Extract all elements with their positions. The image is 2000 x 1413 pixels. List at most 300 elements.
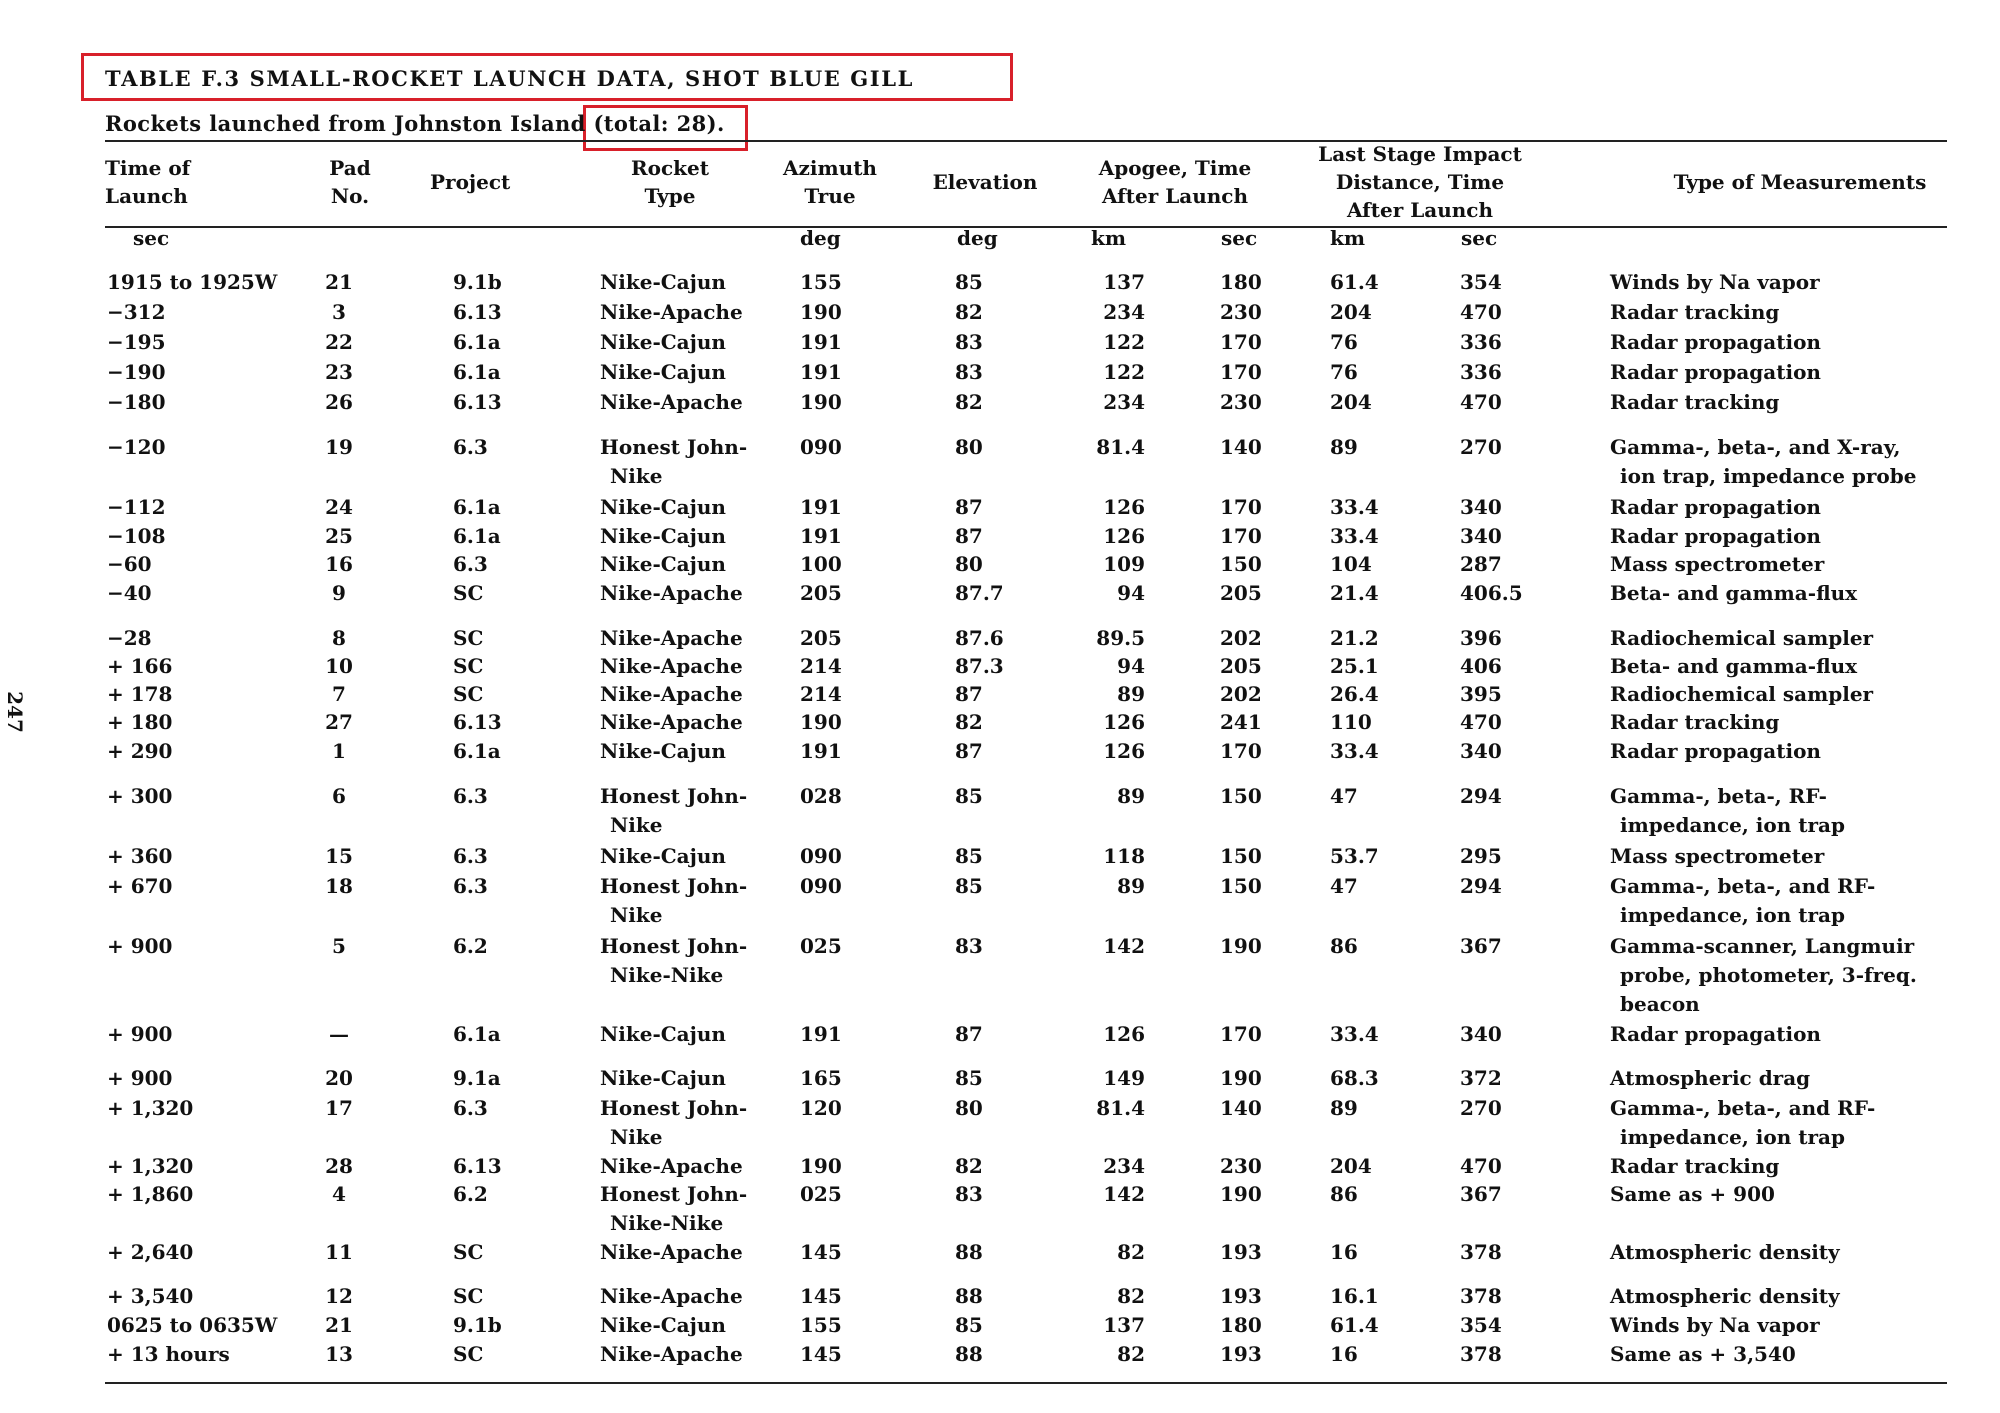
- apogee-sec-cell: 202: [1220, 682, 1262, 706]
- measurement-cell: Same as + 3,540: [1610, 1342, 1796, 1366]
- time-cell: + 166: [107, 654, 173, 678]
- apogee-sec-cell: 140: [1220, 435, 1262, 459]
- project-cell: SC: [453, 1284, 484, 1308]
- apogee-km-cell: 142: [1103, 1182, 1145, 1206]
- apogee-km-cell: 122: [1103, 330, 1145, 354]
- apogee-sec-cell: 150: [1220, 844, 1262, 868]
- azimuth-cell: 190: [800, 390, 842, 414]
- apogee-sec-cell: 170: [1220, 330, 1262, 354]
- measurement-cell: Atmospheric drag: [1610, 1066, 1811, 1090]
- pad-cell: —: [329, 1022, 349, 1046]
- apogee-sec-cell: 170: [1220, 1022, 1262, 1046]
- subtitle-main: Rockets launched from Johnston Island: [105, 111, 586, 136]
- apogee-km-cell: 89: [1117, 784, 1145, 808]
- pad-cell: 19: [325, 435, 353, 459]
- project-cell: 6.1a: [453, 330, 501, 354]
- azimuth-cell: 205: [800, 626, 842, 650]
- apogee-km-cell: 126: [1103, 495, 1145, 519]
- apogee-sec-cell: 170: [1220, 495, 1262, 519]
- impact-sec-cell: 270: [1460, 1096, 1502, 1120]
- impact-sec-cell: 395: [1460, 682, 1502, 706]
- impact-sec-cell: 406: [1460, 654, 1502, 678]
- project-cell: 9.1b: [453, 1313, 502, 1337]
- elevation-cell: 85: [955, 874, 983, 898]
- page-number: 247: [2, 691, 27, 733]
- apogee-km-cell: 81.4: [1096, 435, 1145, 459]
- elevation-cell: 83: [955, 934, 983, 958]
- apogee-km-cell: 82: [1117, 1240, 1145, 1264]
- elevation-cell: 85: [955, 844, 983, 868]
- time-cell: −180: [107, 390, 166, 414]
- impact-sec-cell: 378: [1460, 1240, 1502, 1264]
- impact-km-cell: 68.3: [1330, 1066, 1379, 1090]
- elevation-cell: 83: [955, 1182, 983, 1206]
- elevation-cell: 87: [955, 495, 983, 519]
- top-rule: [105, 140, 1947, 142]
- impact-sec-cell: 294: [1460, 874, 1502, 898]
- rocket-cell: Nike-Apache: [600, 1240, 743, 1264]
- pad-cell: 26: [325, 390, 353, 414]
- time-cell: + 1,320: [107, 1154, 194, 1178]
- time-cell: + 900: [107, 934, 173, 958]
- header-elevation: Elevation: [932, 170, 1038, 194]
- measurement-cell: Gamma-, beta-, and X-ray, ion trap, impedance probe: [1610, 435, 1917, 488]
- azimuth-cell: 165: [800, 1066, 842, 1090]
- elevation-cell: 87: [955, 1022, 983, 1046]
- pad-cell: 10: [325, 654, 353, 678]
- apogee-sec-cell: 180: [1220, 1313, 1262, 1337]
- project-cell: 6.13: [453, 390, 502, 414]
- measurement-cell: Gamma-, beta-, RF- impedance, ion trap: [1610, 784, 1845, 837]
- apogee-km-cell: 234: [1103, 390, 1145, 414]
- rocket-cell: Nike-Apache: [600, 390, 743, 414]
- apogee-km-cell: 122: [1103, 360, 1145, 384]
- project-cell: SC: [453, 626, 484, 650]
- azimuth-cell: 191: [800, 360, 842, 384]
- apogee-sec-cell: 180: [1220, 270, 1262, 294]
- project-cell: 6.3: [453, 435, 488, 459]
- impact-sec-cell: 340: [1460, 524, 1502, 548]
- azimuth-cell: 090: [800, 435, 842, 459]
- azimuth-cell: 145: [800, 1284, 842, 1308]
- measurement-cell: Radiochemical sampler: [1610, 626, 1874, 650]
- azimuth-cell: 190: [800, 710, 842, 734]
- time-cell: −112: [107, 495, 166, 519]
- impact-sec-cell: 295: [1460, 844, 1502, 868]
- pad-cell: 21: [325, 1313, 353, 1337]
- project-cell: 6.3: [453, 784, 488, 808]
- project-cell: 6.13: [453, 710, 502, 734]
- impact-sec-cell: 470: [1460, 1154, 1502, 1178]
- pad-cell: 18: [325, 874, 353, 898]
- rocket-cell: Honest John- Nike-Nike: [600, 934, 748, 987]
- measurement-cell: Atmospheric density: [1610, 1240, 1840, 1264]
- impact-sec-cell: 340: [1460, 1022, 1502, 1046]
- pad-cell: 28: [325, 1154, 353, 1178]
- pad-cell: 3: [332, 300, 346, 324]
- rocket-cell: Nike-Apache: [600, 682, 743, 706]
- elevation-cell: 80: [955, 552, 983, 576]
- apogee-sec-cell: 190: [1220, 934, 1262, 958]
- impact-sec-cell: 336: [1460, 330, 1502, 354]
- time-cell: + 13 hours: [107, 1342, 230, 1366]
- impact-km-cell: 47: [1330, 784, 1358, 808]
- header-time: Time of Launch: [105, 156, 191, 208]
- elevation-cell: 85: [955, 1066, 983, 1090]
- elevation-cell: 87.6: [955, 626, 1004, 650]
- apogee-km-cell: 142: [1103, 934, 1145, 958]
- pad-cell: 20: [325, 1066, 353, 1090]
- project-cell: 6.1a: [453, 495, 501, 519]
- impact-sec-cell: 470: [1460, 390, 1502, 414]
- rocket-cell: Nike-Cajun: [600, 270, 726, 294]
- pad-cell: 4: [332, 1182, 346, 1206]
- impact-km-cell: 25.1: [1330, 654, 1379, 678]
- impact-km-cell: 204: [1330, 300, 1372, 324]
- header-project: Project: [430, 170, 511, 194]
- project-cell: SC: [453, 581, 484, 605]
- apogee-km-cell: 89.5: [1096, 626, 1145, 650]
- unit-apogee-km: km: [1091, 226, 1127, 250]
- impact-km-cell: 86: [1330, 1182, 1358, 1206]
- apogee-sec-cell: 241: [1220, 710, 1262, 734]
- impact-km-cell: 16: [1330, 1240, 1358, 1264]
- pad-cell: 12: [325, 1284, 353, 1308]
- elevation-cell: 82: [955, 710, 983, 734]
- project-cell: SC: [453, 682, 484, 706]
- impact-km-cell: 16.1: [1330, 1284, 1379, 1308]
- elevation-cell: 87.7: [955, 581, 1004, 605]
- apogee-km-cell: 109: [1103, 552, 1145, 576]
- impact-km-cell: 33.4: [1330, 1022, 1379, 1046]
- impact-km-cell: 33.4: [1330, 524, 1379, 548]
- elevation-cell: 82: [955, 1154, 983, 1178]
- measurement-cell: Radar tracking: [1610, 1154, 1780, 1178]
- time-cell: + 180: [107, 710, 173, 734]
- impact-km-cell: 47: [1330, 874, 1358, 898]
- time-cell: −60: [107, 552, 152, 576]
- measurement-cell: Beta- and gamma-flux: [1610, 654, 1858, 678]
- azimuth-cell: 191: [800, 524, 842, 548]
- elevation-cell: 80: [955, 435, 983, 459]
- rocket-cell: Nike-Cajun: [600, 524, 726, 548]
- impact-km-cell: 76: [1330, 360, 1358, 384]
- measurement-cell: Winds by Na vapor: [1610, 270, 1820, 294]
- apogee-sec-cell: 150: [1220, 552, 1262, 576]
- azimuth-cell: 214: [800, 654, 842, 678]
- azimuth-cell: 145: [800, 1240, 842, 1264]
- project-cell: 9.1a: [453, 1066, 501, 1090]
- project-cell: 6.1a: [453, 1022, 501, 1046]
- apogee-km-cell: 234: [1103, 1154, 1145, 1178]
- header-apogee: Apogee, Time After Launch: [1098, 156, 1252, 208]
- rocket-cell: Nike-Apache: [600, 1342, 743, 1366]
- project-cell: 6.3: [453, 844, 488, 868]
- impact-sec-cell: 372: [1460, 1066, 1502, 1090]
- measurement-cell: Beta- and gamma-flux: [1610, 581, 1858, 605]
- elevation-cell: 85: [955, 270, 983, 294]
- rocket-cell: Nike-Apache: [600, 654, 743, 678]
- azimuth-cell: 191: [800, 495, 842, 519]
- header-rule: [105, 226, 1947, 228]
- rocket-cell: Nike-Cajun: [600, 1313, 726, 1337]
- project-cell: 6.3: [453, 1096, 488, 1120]
- impact-km-cell: 21.4: [1330, 581, 1379, 605]
- pad-cell: 17: [325, 1096, 353, 1120]
- impact-km-cell: 89: [1330, 1096, 1358, 1120]
- pad-cell: 27: [325, 710, 353, 734]
- impact-sec-cell: 378: [1460, 1342, 1502, 1366]
- measurement-cell: Gamma-, beta-, and RF- impedance, ion trap: [1610, 874, 1876, 927]
- apogee-km-cell: 94: [1117, 581, 1145, 605]
- apogee-sec-cell: 150: [1220, 784, 1262, 808]
- elevation-cell: 83: [955, 360, 983, 384]
- rocket-cell: Nike-Cajun: [600, 495, 726, 519]
- impact-km-cell: 26.4: [1330, 682, 1379, 706]
- apogee-km-cell: 89: [1117, 874, 1145, 898]
- pad-cell: 7: [332, 682, 346, 706]
- rocket-cell: Honest John- Nike: [600, 1096, 748, 1149]
- impact-km-cell: 61.4: [1330, 270, 1379, 294]
- measurement-cell: Mass spectrometer: [1610, 552, 1825, 576]
- project-cell: 6.1a: [453, 739, 501, 763]
- project-cell: SC: [453, 654, 484, 678]
- apogee-sec-cell: 150: [1220, 874, 1262, 898]
- apogee-sec-cell: 140: [1220, 1096, 1262, 1120]
- time-cell: + 670: [107, 874, 173, 898]
- pad-cell: 1: [332, 739, 346, 763]
- apogee-km-cell: 126: [1103, 739, 1145, 763]
- azimuth-cell: 190: [800, 1154, 842, 1178]
- apogee-km-cell: 234: [1103, 300, 1145, 324]
- measurement-cell: Radar tracking: [1610, 300, 1780, 324]
- rocket-cell: Honest John- Nike: [600, 874, 748, 927]
- azimuth-cell: 025: [800, 1182, 842, 1206]
- measurement-cell: Atmospheric density: [1610, 1284, 1840, 1308]
- impact-km-cell: 204: [1330, 390, 1372, 414]
- azimuth-cell: 155: [800, 270, 842, 294]
- bottom-rule: [105, 1382, 1947, 1384]
- elevation-cell: 87: [955, 524, 983, 548]
- elevation-cell: 88: [955, 1342, 983, 1366]
- apogee-sec-cell: 193: [1220, 1240, 1262, 1264]
- azimuth-cell: 120: [800, 1096, 842, 1120]
- rocket-cell: Nike-Cajun: [600, 360, 726, 384]
- impact-km-cell: 33.4: [1330, 495, 1379, 519]
- apogee-km-cell: 126: [1103, 524, 1145, 548]
- impact-sec-cell: 336: [1460, 360, 1502, 384]
- impact-km-cell: 86: [1330, 934, 1358, 958]
- rocket-cell: Nike-Cajun: [600, 739, 726, 763]
- project-cell: 9.1b: [453, 270, 502, 294]
- apogee-km-cell: 82: [1117, 1342, 1145, 1366]
- impact-sec-cell: 340: [1460, 739, 1502, 763]
- time-cell: + 300: [107, 784, 173, 808]
- pad-cell: 16: [325, 552, 353, 576]
- project-cell: 6.3: [453, 874, 488, 898]
- project-cell: 6.2: [453, 1182, 488, 1206]
- apogee-km-cell: 126: [1103, 1022, 1145, 1046]
- impact-sec-cell: 470: [1460, 300, 1502, 324]
- unit-azimuth: deg: [800, 226, 841, 250]
- impact-km-cell: 33.4: [1330, 739, 1379, 763]
- time-cell: −312: [107, 300, 166, 324]
- apogee-sec-cell: 230: [1220, 300, 1262, 324]
- measurement-cell: Gamma-scanner, Langmuir probe, photometer, 3-freq. beacon: [1610, 934, 1917, 1016]
- apogee-sec-cell: 230: [1220, 1154, 1262, 1178]
- time-cell: −195: [107, 330, 166, 354]
- apogee-sec-cell: 190: [1220, 1066, 1262, 1090]
- azimuth-cell: 190: [800, 300, 842, 324]
- measurement-cell: Mass spectrometer: [1610, 844, 1825, 868]
- time-cell: 1915 to 1925W: [107, 270, 278, 294]
- time-cell: + 3,540: [107, 1284, 194, 1308]
- elevation-cell: 85: [955, 1313, 983, 1337]
- measurement-cell: Radiochemical sampler: [1610, 682, 1874, 706]
- pad-cell: 8: [332, 626, 346, 650]
- impact-km-cell: 61.4: [1330, 1313, 1379, 1337]
- project-cell: 6.13: [453, 1154, 502, 1178]
- apogee-km-cell: 81.4: [1096, 1096, 1145, 1120]
- impact-sec-cell: 378: [1460, 1284, 1502, 1308]
- project-cell: 6.2: [453, 934, 488, 958]
- apogee-km-cell: 118: [1103, 844, 1145, 868]
- apogee-km-cell: 94: [1117, 654, 1145, 678]
- project-cell: 6.13: [453, 300, 502, 324]
- azimuth-cell: 191: [800, 1022, 842, 1046]
- time-cell: + 900: [107, 1066, 173, 1090]
- impact-sec-cell: 470: [1460, 710, 1502, 734]
- measurement-cell: Radar propagation: [1610, 1022, 1821, 1046]
- time-cell: + 290: [107, 739, 173, 763]
- azimuth-cell: 100: [800, 552, 842, 576]
- measurement-cell: Radar propagation: [1610, 330, 1821, 354]
- impact-km-cell: 53.7: [1330, 844, 1379, 868]
- apogee-sec-cell: 170: [1220, 739, 1262, 763]
- time-cell: −120: [107, 435, 166, 459]
- azimuth-cell: 205: [800, 581, 842, 605]
- pad-cell: 5: [332, 934, 346, 958]
- measurement-cell: Gamma-, beta-, and RF- impedance, ion trap: [1610, 1096, 1876, 1149]
- header-impact: Last Stage Impact Distance, Time After Launch: [1318, 142, 1522, 222]
- rocket-cell: Nike-Apache: [600, 300, 743, 324]
- rocket-cell: Nike-Cajun: [600, 1022, 726, 1046]
- impact-km-cell: 204: [1330, 1154, 1372, 1178]
- elevation-cell: 85: [955, 784, 983, 808]
- azimuth-cell: 214: [800, 682, 842, 706]
- unit-impact-sec: sec: [1461, 226, 1498, 250]
- impact-km-cell: 104: [1330, 552, 1372, 576]
- elevation-cell: 87: [955, 739, 983, 763]
- apogee-sec-cell: 190: [1220, 1182, 1262, 1206]
- time-cell: −108: [107, 524, 166, 548]
- rocket-cell: Honest John- Nike: [600, 435, 748, 488]
- pad-cell: 6: [332, 784, 346, 808]
- time-cell: + 900: [107, 1022, 173, 1046]
- rocket-cell: Nike-Cajun: [600, 844, 726, 868]
- azimuth-cell: 155: [800, 1313, 842, 1337]
- apogee-sec-cell: 193: [1220, 1284, 1262, 1308]
- rocket-cell: Nike-Apache: [600, 581, 743, 605]
- measurement-cell: Same as + 900: [1610, 1182, 1775, 1206]
- impact-km-cell: 76: [1330, 330, 1358, 354]
- pad-cell: 13: [325, 1342, 353, 1366]
- measurement-cell: Radar propagation: [1610, 524, 1821, 548]
- rocket-cell: Honest John- Nike: [600, 784, 748, 837]
- rocket-cell: Nike-Cajun: [600, 330, 726, 354]
- apogee-sec-cell: 205: [1220, 581, 1262, 605]
- impact-km-cell: 89: [1330, 435, 1358, 459]
- time-cell: −190: [107, 360, 166, 384]
- time-cell: + 2,640: [107, 1240, 194, 1264]
- apogee-km-cell: 126: [1103, 710, 1145, 734]
- rocket-cell: Nike-Apache: [600, 626, 743, 650]
- apogee-km-cell: 82: [1117, 1284, 1145, 1308]
- header-pad: Pad No.: [329, 156, 371, 208]
- pad-cell: 11: [325, 1240, 353, 1264]
- impact-sec-cell: 294: [1460, 784, 1502, 808]
- rocket-cell: Nike-Apache: [600, 1154, 743, 1178]
- pad-cell: 15: [325, 844, 353, 868]
- pad-cell: 22: [325, 330, 353, 354]
- elevation-cell: 83: [955, 330, 983, 354]
- project-cell: 6.3: [453, 552, 488, 576]
- measurement-cell: Radar propagation: [1610, 360, 1821, 384]
- rocket-cell: Nike-Apache: [600, 710, 743, 734]
- impact-km-cell: 16: [1330, 1342, 1358, 1366]
- impact-sec-cell: 354: [1460, 1313, 1502, 1337]
- time-cell: −28: [107, 626, 152, 650]
- elevation-cell: 82: [955, 300, 983, 324]
- elevation-cell: 80: [955, 1096, 983, 1120]
- unit-elevation: deg: [957, 226, 998, 250]
- apogee-km-cell: 137: [1103, 1313, 1145, 1337]
- project-cell: SC: [453, 1342, 484, 1366]
- elevation-cell: 82: [955, 390, 983, 414]
- project-cell: SC: [453, 1240, 484, 1264]
- impact-sec-cell: 354: [1460, 270, 1502, 294]
- measurement-cell: Winds by Na vapor: [1610, 1313, 1820, 1337]
- project-cell: 6.1a: [453, 360, 501, 384]
- impact-sec-cell: 396: [1460, 626, 1502, 650]
- elevation-cell: 88: [955, 1240, 983, 1264]
- impact-sec-cell: 287: [1460, 552, 1502, 576]
- pad-cell: 24: [325, 495, 353, 519]
- unit-time: sec: [133, 226, 170, 250]
- measurement-cell: Radar tracking: [1610, 390, 1780, 414]
- header-azimuth: Azimuth True: [783, 156, 877, 208]
- azimuth-cell: 090: [800, 874, 842, 898]
- apogee-sec-cell: 170: [1220, 360, 1262, 384]
- project-cell: 6.1a: [453, 524, 501, 548]
- apogee-sec-cell: 205: [1220, 654, 1262, 678]
- apogee-km-cell: 149: [1103, 1066, 1145, 1090]
- apogee-sec-cell: 193: [1220, 1342, 1262, 1366]
- apogee-km-cell: 89: [1117, 682, 1145, 706]
- rocket-cell: Honest John- Nike-Nike: [600, 1182, 748, 1235]
- azimuth-cell: 028: [800, 784, 842, 808]
- table-title: TABLE F.3 SMALL-ROCKET LAUNCH DATA, SHOT BLUE GILL: [105, 66, 914, 91]
- azimuth-cell: 025: [800, 934, 842, 958]
- time-cell: + 360: [107, 844, 173, 868]
- elevation-cell: 88: [955, 1284, 983, 1308]
- subtitle-total: (total: 28).: [593, 111, 725, 136]
- rocket-cell: Nike-Cajun: [600, 552, 726, 576]
- pad-cell: 21: [325, 270, 353, 294]
- measurement-cell: Radar propagation: [1610, 739, 1821, 763]
- time-cell: + 1,860: [107, 1182, 194, 1206]
- impact-sec-cell: 270: [1460, 435, 1502, 459]
